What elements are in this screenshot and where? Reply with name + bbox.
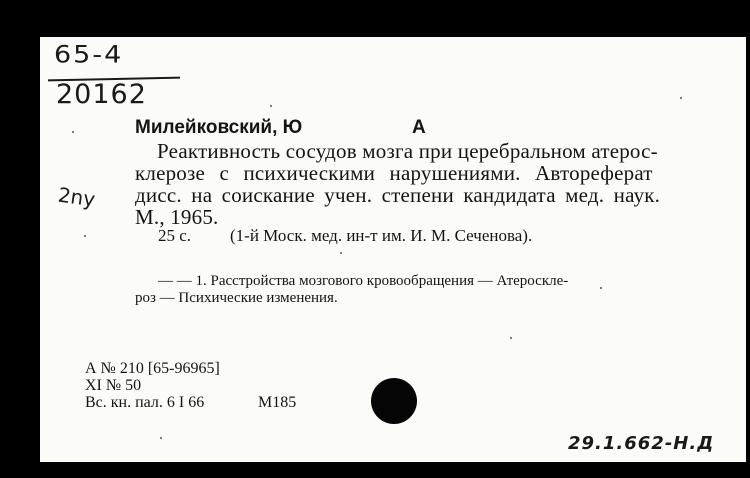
- accession-code: М185: [258, 394, 297, 411]
- speck: [160, 437, 162, 439]
- accession-registry: Вс. кн. пал. 6 I 66: [85, 394, 205, 411]
- subject-heading-line: роз — Психические изменения.: [135, 290, 338, 306]
- publisher-note: (1-й Моск. мед. ин-т им. И. М. Сеченова).: [230, 226, 533, 245]
- speck: [340, 252, 342, 254]
- speck: [72, 131, 74, 133]
- author-initial: А: [412, 117, 426, 138]
- speck: [270, 105, 272, 107]
- accession-number: А № 210 [65-96965]: [85, 360, 220, 377]
- speck: [510, 337, 512, 339]
- handwritten-side-mark: 2ny: [56, 182, 97, 212]
- call-number-bottom: 20162: [56, 79, 147, 110]
- author-name: Милейковский, Ю: [135, 117, 303, 138]
- speck: [84, 235, 86, 237]
- speck: [600, 287, 602, 289]
- speck: [680, 97, 682, 99]
- call-number-top: 65-4: [54, 41, 124, 69]
- title-line: М., 1965.: [135, 205, 219, 229]
- subject-heading-line: — — 1. Расстройства мозгового кровообращения — Атероскле-: [158, 273, 569, 289]
- catalog-card: [40, 37, 746, 462]
- page-count: 25 с.: [158, 226, 192, 245]
- punch-hole: [371, 378, 417, 424]
- handwritten-date-note: 29.1.662-Н.Д: [568, 433, 715, 454]
- title-line: клерозе с психическими нарушениями. Автореферат: [135, 161, 653, 185]
- accession-series: XI № 50: [85, 377, 142, 394]
- title-line: Реактивность сосудов мозга при церебральном атерос-: [157, 139, 658, 163]
- title-line: дисс. на соискание учен. степени кандидата мед. наук.: [135, 183, 661, 207]
